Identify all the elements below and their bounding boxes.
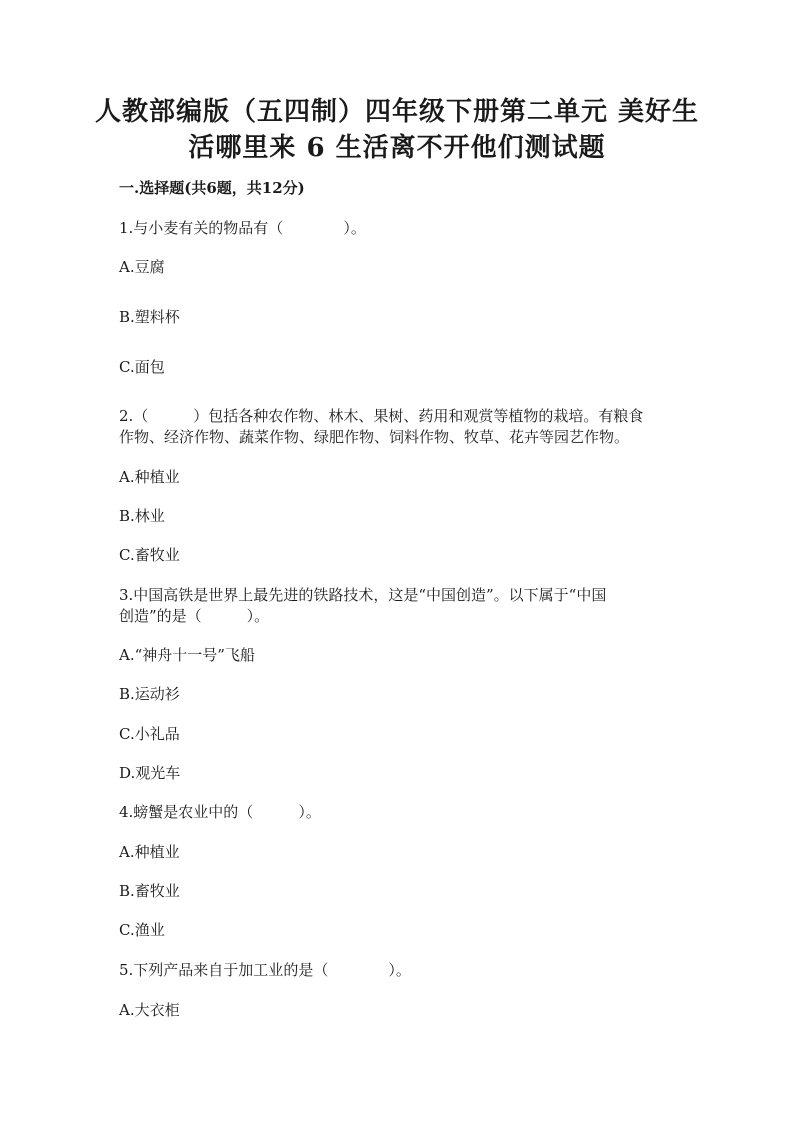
question-3-option-b: B.运动衫 <box>119 685 180 703</box>
question-1-option-b: B.塑料杯 <box>119 308 180 326</box>
question-3-option-d: D.观光车 <box>119 764 181 782</box>
question-3-stem-line-2: 创造”的是（ ）。 <box>119 607 270 625</box>
question-2-option-b: B.林业 <box>119 507 165 525</box>
question-5-stem: 5.下列产品来自于加工业的是（ ）。 <box>119 961 411 979</box>
question-1-stem: 1.与小麦有关的物品有（ ）。 <box>119 219 366 237</box>
question-4-option-a: A.种植业 <box>119 843 180 861</box>
question-2-option-c: C.畜牧业 <box>119 546 180 564</box>
question-1-option-c: C.面包 <box>119 358 165 376</box>
question-4-stem: 4.螃蟹是农业中的（ ）。 <box>119 803 321 821</box>
question-5-option-a: A.大衣柜 <box>119 1001 180 1019</box>
question-2-stem-line-2: 作物、经济作物、蔬菜作物、绿肥作物、饲料作物、牧草、花卉等园艺作物。 <box>119 428 630 446</box>
document-title-line-1: 人教部编版（五四制）四年级下册第二单元 美好生 <box>94 97 700 127</box>
question-3-stem-line-1: 3.中国高铁是世界上最先进的铁路技术，这是“中国创造”。以下属于“中国 <box>119 586 607 604</box>
document-title-line-2: 活哪里来 6 生活离不开他们测试题 <box>188 133 606 163</box>
question-4-option-b: B.畜牧业 <box>119 882 180 900</box>
section-heading: 一.选择题(共6题，共12分) <box>119 179 305 197</box>
question-3-option-c: C.小礼品 <box>119 725 180 743</box>
question-2-stem-line-1: 2.（ ）包括各种农作物、林木、果树、药用和观赏等植物的栽培。有粮食 <box>119 407 644 425</box>
question-2-option-a: A.种植业 <box>119 468 180 486</box>
question-1-option-a: A.豆腐 <box>119 258 165 276</box>
question-3-option-a: A.“神舟十一号”飞船 <box>119 646 255 664</box>
question-4-option-c: C.渔业 <box>119 921 165 939</box>
